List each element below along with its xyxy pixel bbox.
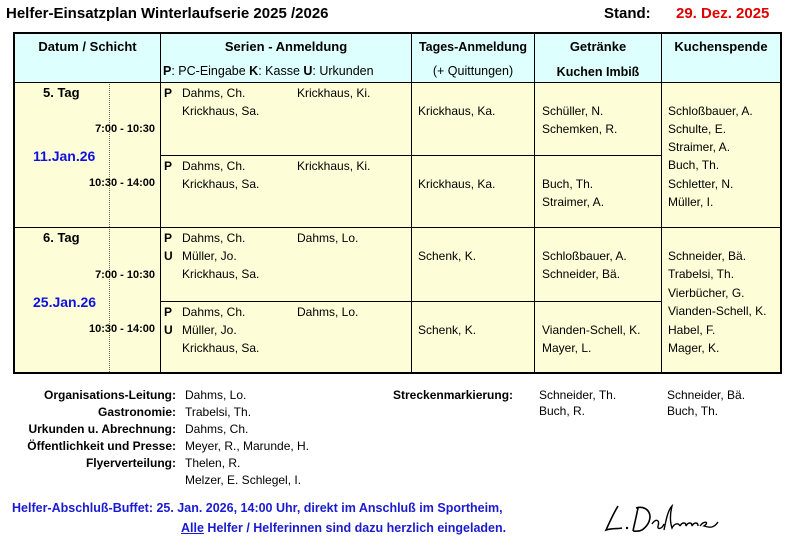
shift-time: 7:00 - 10:30: [95, 123, 155, 135]
role-label: Organisations-Leitung:: [44, 388, 176, 402]
day-date: 25.Jan.26: [33, 294, 97, 310]
tages-name: Krickhaus, Ka.: [418, 104, 496, 118]
day-block-background: [15, 227, 780, 372]
getraenke-name: Schneider, Bä.: [542, 267, 621, 281]
shift-divider: [160, 155, 661, 156]
page-title: Helfer-Einsatzplan Winterlaufserie 2025 /2026: [6, 5, 329, 22]
header-serien: Serien - Anmeldung: [224, 39, 348, 54]
strecken-name: Buch, R.: [539, 404, 586, 418]
getraenke-name: Buch, Th.: [542, 177, 594, 191]
signature: [600, 498, 730, 538]
header-serien-legend: P: PC-Eingabe K: Kasse U: Urkunden: [163, 64, 374, 78]
row-divider: [15, 82, 780, 83]
kuchen-name: Schneider, Bä.: [668, 249, 747, 263]
serien-code: U: [164, 249, 173, 263]
kuchen-name: Schulte, E.: [668, 122, 727, 136]
serien-code: P: [164, 86, 173, 100]
column-divider: [411, 34, 412, 372]
kuchen-name: Müller, I.: [668, 195, 714, 209]
kuchen-name: Straimer, A.: [668, 140, 731, 154]
role-value: Meyer, R., Marunde, H.: [185, 439, 310, 453]
serien-name: Krickhaus, Sa.: [182, 267, 260, 281]
role-label: Urkunden u. Abrechnung:: [28, 422, 176, 436]
role-value: Dahms, Ch.: [185, 422, 249, 436]
header-kuchen-imbiss: Kuchen Imbiß: [556, 65, 640, 79]
day-label: 5. Tag: [43, 85, 80, 100]
serien-name: Krickhaus, Sa.: [182, 104, 260, 118]
tages-name: Krickhaus, Ka.: [418, 177, 496, 191]
stand-date: 29. Dez. 2025: [676, 5, 770, 22]
role-value: Dahms, Lo.: [185, 388, 247, 402]
shift-time: 10:30 - 14:00: [88, 177, 155, 189]
dotted-divider: [109, 229, 110, 372]
role-label: Gastronomie:: [97, 405, 176, 419]
serien-name: Krickhaus, Sa.: [182, 341, 260, 355]
kuchen-name: Buch, Th.: [668, 158, 720, 172]
header-tages: Tages-Anmeldung: [418, 40, 528, 54]
schedule-table: [13, 32, 782, 374]
kuchen-name: Schloßbauer, A.: [668, 104, 753, 118]
tages-name: Schenk, K.: [418, 249, 477, 263]
kuchen-name: Vianden-Schell, K.: [668, 304, 767, 318]
role-label: Flyerverteilung:: [85, 456, 176, 470]
role-label: Öffentlichkeit und Presse:: [27, 439, 176, 453]
serien-name: Krickhaus, Ki.: [297, 86, 371, 100]
shift-time: 10:30 - 14:00: [88, 323, 155, 335]
serien-name: Dahms, Ch.: [182, 231, 246, 245]
role-value: Thelen, R.: [185, 456, 241, 470]
getraenke-name: Schüller, N.: [542, 104, 604, 118]
column-divider: [661, 34, 662, 372]
serien-code: U: [164, 323, 173, 337]
column-divider: [160, 34, 161, 372]
serien-name: Müller, Jo.: [182, 323, 237, 337]
kuchen-name: Habel, F.: [668, 323, 716, 337]
strecken-name: Schneider, Bä.: [667, 388, 746, 402]
getraenke-name: Straimer, A.: [542, 195, 605, 209]
dotted-divider: [109, 84, 110, 227]
serien-name: Dahms, Ch.: [182, 305, 246, 319]
buffet-notice: Helfer-Abschluß-Buffet: 25. Jan. 2026, 14:00 Uhr, direkt im Anschluß im Sportheim,: [12, 501, 503, 515]
header-getraenke: Getränke: [569, 39, 627, 54]
column-divider: [534, 34, 535, 372]
stand-label: Stand:: [604, 5, 651, 22]
serien-name: Dahms, Ch.: [182, 159, 246, 173]
serien-code: P: [164, 231, 173, 245]
serien-name: Dahms, Ch.: [182, 86, 246, 100]
serien-code: P: [164, 305, 173, 319]
serien-name: Dahms, Lo.: [297, 305, 359, 319]
getraenke-name: Vianden-Schell, K.: [542, 323, 641, 337]
buffet-notice-line2: Alle Helfer / Helferinnen sind dazu herzlich eingeladen.: [181, 521, 507, 535]
shift-time: 7:00 - 10:30: [95, 269, 155, 281]
strecken-label: Streckenmarkierung:: [393, 388, 514, 402]
serien-code: P: [164, 159, 173, 173]
strecken-name: Buch, Th.: [667, 404, 719, 418]
row-divider: [15, 227, 780, 228]
kuchen-name: Schletter, N.: [668, 177, 734, 191]
serien-name: Dahms, Lo.: [297, 231, 359, 245]
kuchen-name: Vierbücher, G.: [668, 286, 745, 300]
kuchen-name: Trabelsi, Th.: [668, 267, 735, 281]
role-value: Melzer, E. Schlegel, I.: [185, 473, 302, 487]
header-tages-sub: (+ Quittungen): [432, 64, 514, 78]
serien-name: Krickhaus, Sa.: [182, 177, 260, 191]
serien-name: Müller, Jo.: [182, 249, 237, 263]
tages-name: Schenk, K.: [418, 323, 477, 337]
header-kuchenspende: Kuchenspende: [674, 39, 768, 54]
getraenke-name: Mayer, L.: [542, 341, 592, 355]
serien-name: Krickhaus, Ki.: [297, 159, 371, 173]
shift-divider: [160, 301, 661, 302]
header-datum: Datum / Schicht: [38, 39, 137, 54]
strecken-name: Schneider, Th.: [539, 388, 617, 402]
day-date: 11.Jan.26: [33, 148, 96, 164]
getraenke-name: Schloßbauer, A.: [542, 249, 627, 263]
role-value: Trabelsi, Th.: [185, 405, 252, 419]
getraenke-name: Schemken, R.: [542, 122, 618, 136]
day-label: 6. Tag: [43, 230, 80, 245]
kuchen-name: Mager, K.: [668, 341, 720, 355]
